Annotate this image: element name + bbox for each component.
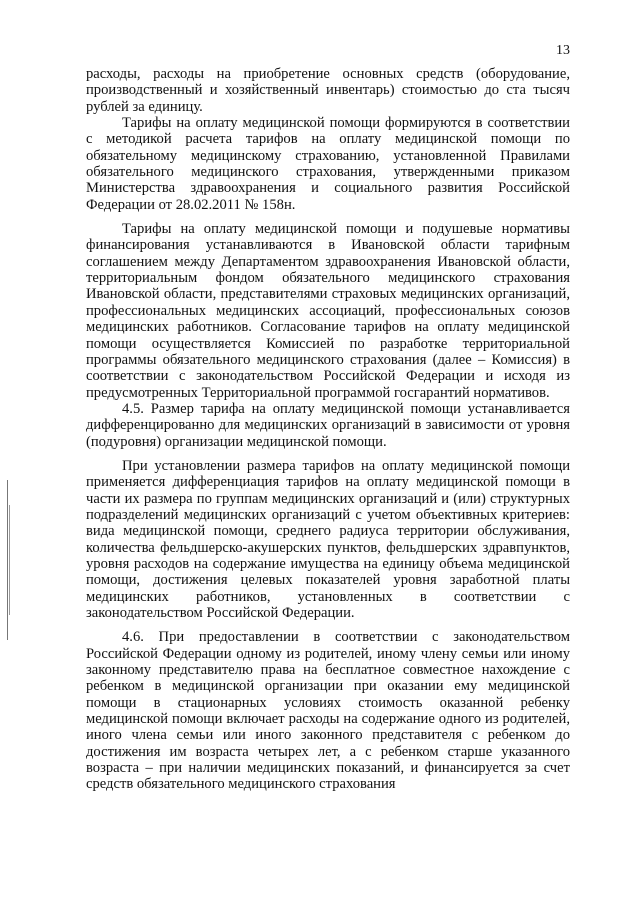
document-body xyxy=(86,66,570,793)
paragraph-expenses: расходы, расходы на приобретение основных средств (оборудование, производственный и хозяйственный инвентарь) стоимостью до ста тысяч рублей за единицу. xyxy=(86,66,570,115)
paragraph-4-6: 4.6. При предоставлении в соответствии с законодательством Российской Федерации одному из родителей, иному члену семьи или иному законному представителю права на бесплатное совместное нахождение с ребенком в медицинской организации при оказании ему медицинской помощи в стационарных условиях стоимость оказанной ребенку медицинской помощи включает расходы на содержание одного из родителей, иного члена семьи или иного законного представителя с ребенком до достижения им возраста четырех лет, а с ребенком старше указанного возраста – при наличии медицинских показаний, и финансируется за счет средств обязательного медицинского страхования xyxy=(86,629,570,793)
page-number: 13 xyxy=(556,43,570,58)
paragraph-tariff-agreement: Тарифы на оплату медицинской помощи и подушевые нормативы финансирования устанавливаются в Ивановской области тарифным соглашением между Департаментом здравоохранения Ивановской области, территориальным фондом обязательного медицинского страхования Ивановской области, представителями страховых медицинских организаций, профессиональных медицинских ассоциаций, профессиональных союзов медицинских работников. Согласование тарифов на оплату медицинской помощи осуществляется Комиссией по разработке территориальной программы обязательного медицинского страхования (далее – Комиссия) в соответствии с законодательством Российской Федерации и исходя из предусмотренных Территориальной программой госгарантий нормативов. xyxy=(86,221,570,401)
paragraph-tariff-differentiation: При установлении размера тарифов на оплату медицинской помощи применяется дифференциация тарифов на оплату медицинской помощи в части их размера по группам медицинских организаций и (или) структурных подразделений медицинских организаций с учетом объективных критериев: вида медицинской помощи, среднего радиуса территории обслуживания, количества фельдшерско-акушерских пунктов, фельдшерских здравпунктов, уровня расходов на содержание имущества на единицу объема медицинской помощи, достижения целевых показателей уровня заработной платы медицинских работников, установленных в соответствии с законодательством Российской Федерации. xyxy=(86,457,570,621)
margin-mark-secondary xyxy=(9,505,10,615)
paragraph-tariff-methodology: Тарифы на оплату медицинской помощи формируются в соответствии с методикой расчета тарифов на оплату медицинской помощи по обязательному медицинскому страхованию, установленной Правилами обязательного медицинского страхования, утвержденными приказом Министерства здравоохранения и социального развития Российской Федерации от 28.02.2011 № 158н. xyxy=(86,115,570,213)
margin-mark xyxy=(7,480,8,640)
paragraph-4-5: 4.5. Размер тарифа на оплату медицинской помощи устанавливается дифференцированно для медицинских организаций в зависимости от уровня (подуровня) организации медицинской помощи. xyxy=(86,400,570,450)
